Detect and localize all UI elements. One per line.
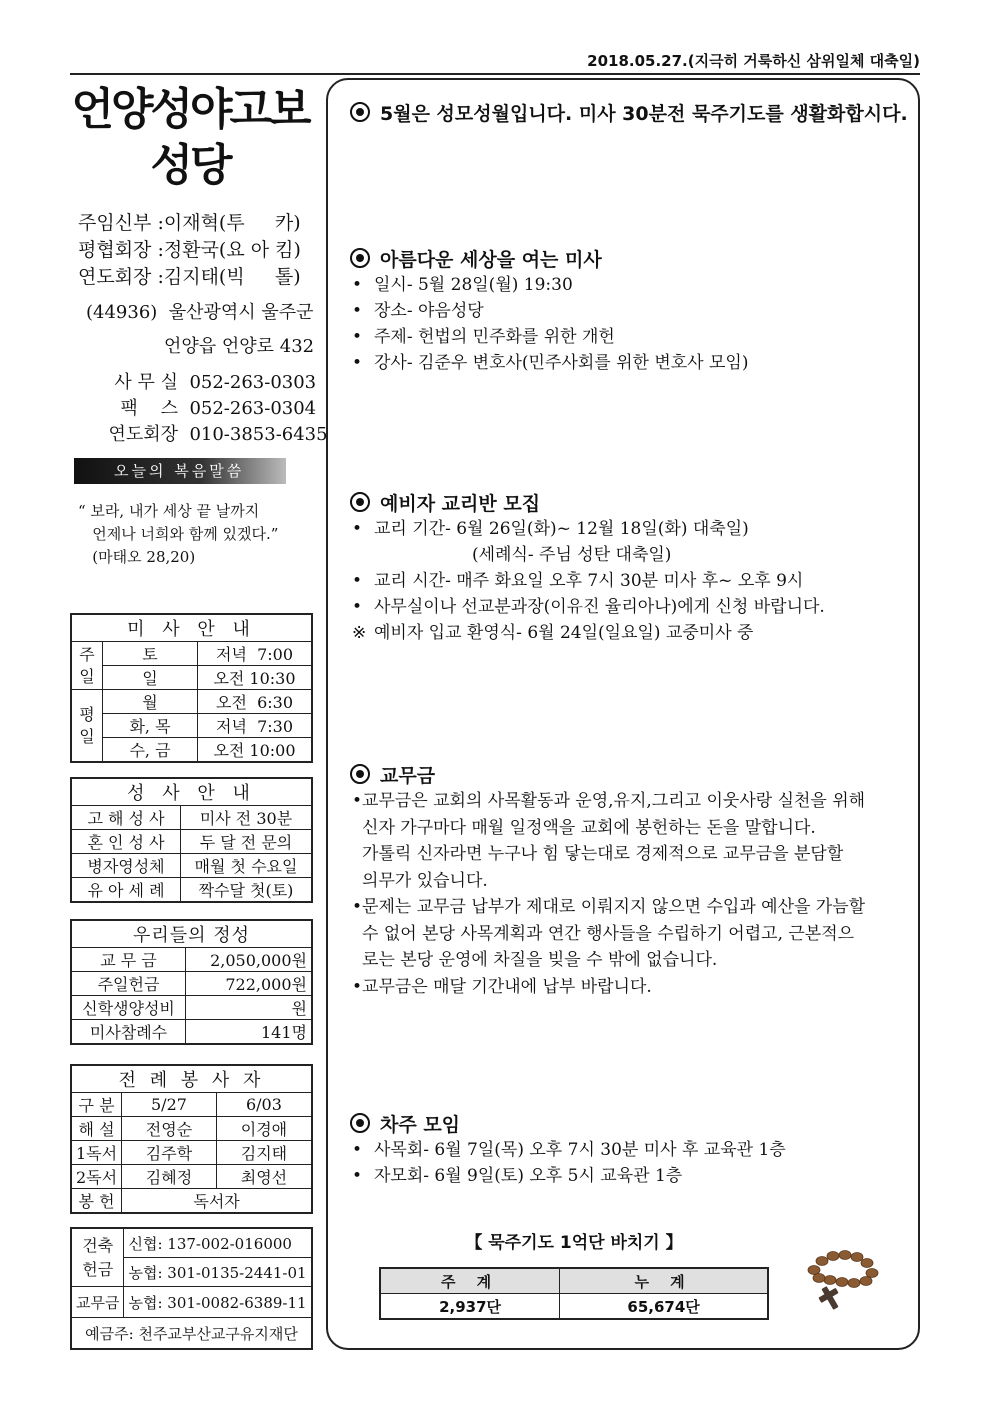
list-item: [352, 788, 865, 894]
section-title-text: 차주 모임: [380, 1114, 461, 1136]
bulletin-date: 2018.05.27.(지극히 거룩하신 삼위일체 대축일): [587, 52, 920, 70]
bullet-icon: •: [352, 791, 363, 811]
staff-role: 연도회장 :: [78, 266, 164, 288]
list-item: [352, 568, 825, 594]
bullet-icon: •: [352, 519, 363, 539]
liturgy-role: 봉 헌: [71, 1189, 122, 1214]
sacrament-name: 유 아 세 례: [71, 878, 181, 903]
staff-role: 주임신부 :: [78, 212, 164, 234]
rosary-title: 【 묵주기도 1억단 바치기 】: [465, 1233, 683, 1253]
list-item: [352, 894, 865, 974]
bullet-icon: •: [352, 1140, 363, 1160]
table-row: [71, 854, 312, 878]
liturgy-header: 5/27: [122, 1093, 217, 1117]
list-item: [352, 974, 865, 1001]
table-row: [71, 1117, 312, 1141]
mass-time: 저녁 7:00: [198, 642, 313, 666]
mass-time: 오전 10:00: [198, 738, 313, 763]
liturgy-person: 김주학: [122, 1141, 217, 1165]
dues-label: 교무금: [71, 1287, 124, 1318]
table-row: [71, 642, 312, 666]
staff-row: [78, 262, 301, 289]
rosary-total: 65,674단: [560, 1294, 768, 1320]
catechumen-list: [352, 516, 825, 646]
table-row: [71, 714, 312, 738]
circle-bullet-icon: [350, 1113, 370, 1133]
sacraments-table: [70, 777, 313, 903]
list-item: [352, 324, 748, 350]
circle-bullet-icon: [350, 248, 370, 268]
parish-name-line1: 언양성야고보: [71, 84, 309, 135]
staff-name: 이재혁(투 카): [163, 212, 301, 234]
mass-day: 일: [103, 666, 198, 690]
rosary-icon: [800, 1248, 886, 1312]
account-number: 신협: 137-002-016000: [124, 1228, 312, 1258]
staff-row: [78, 208, 301, 235]
section-title-text: 교무금: [380, 765, 436, 787]
list-item: [352, 594, 825, 620]
mass-world-list: [352, 272, 748, 376]
table-row: [71, 666, 312, 690]
offering-name: 주일헌금: [71, 972, 186, 996]
bullet-icon: •: [352, 327, 363, 347]
list-item-text: 자모회- 6월 9일(토) 오후 5시 교육관 1층: [374, 1166, 683, 1186]
phone-label: 연도회장: [108, 424, 178, 445]
address-line1: (44936) 울산광역시 울주군: [86, 302, 314, 323]
sacrament-name: 병자영성체: [71, 854, 181, 878]
weekday-label: 평 일: [71, 690, 103, 763]
phone-label: 팩 스: [120, 398, 178, 419]
table-row: [71, 1141, 312, 1165]
bullet-icon: •: [352, 571, 363, 591]
liturgy-person: 김혜정: [122, 1165, 217, 1189]
table-row: [71, 806, 312, 830]
list-item-sub: (세례식- 주님 성탄 대축일): [472, 545, 672, 565]
parish-name: [70, 82, 310, 194]
sacrament-info: 짝수달 첫(토): [181, 878, 313, 903]
table-row: [71, 1228, 312, 1258]
liturgy-person: 이경애: [216, 1117, 312, 1141]
staff-role: 평협회장 :: [78, 239, 164, 261]
staff-name: 김지태(빅 톨): [163, 266, 301, 288]
offering-name: 신학생양성비: [71, 996, 186, 1020]
liturgy-table: [70, 1064, 313, 1214]
liturgy-person: 독서자: [122, 1189, 312, 1214]
section-title-text: 아름다운 세상을 여는 미사: [380, 249, 602, 271]
list-item-text: 주제- 헌법의 민주화를 위한 개헌: [374, 327, 615, 347]
staff-name: 정환국(요 아 킴): [163, 239, 301, 261]
address-line2: 언양읍 언양로 432: [164, 336, 315, 357]
account-holder: 예금주: 천주교부산교구유지재단: [71, 1318, 312, 1350]
table-row: [71, 830, 312, 854]
gospel-heading: 오늘의 복음말씀: [74, 458, 286, 484]
list-item: [352, 298, 748, 324]
offering-value: 722,000원: [186, 972, 313, 996]
offering-value: 원: [186, 996, 313, 1020]
table-row: [71, 1165, 312, 1189]
table-row: [71, 996, 312, 1020]
parish-name-line2: 성당: [150, 140, 230, 191]
phone-number: 052-263-0304: [189, 398, 317, 419]
mass-day: 수, 금: [103, 738, 198, 763]
table-row: [71, 972, 312, 996]
bullet-icon: •: [352, 976, 363, 997]
offering-name: 교 무 금: [71, 948, 186, 972]
liturgy-person: 전영순: [122, 1117, 217, 1141]
table-row: [71, 1318, 312, 1350]
list-item: [352, 620, 825, 646]
sacraments-title: 성 사 안 내: [71, 778, 312, 806]
dues-list: [352, 788, 865, 1000]
bullet-icon: •: [352, 597, 363, 617]
section-title: [350, 761, 435, 788]
liturgy-person: 최영선: [216, 1165, 312, 1189]
reference-mark-icon: ※: [352, 623, 367, 643]
phone-number: 010-3853-6435: [189, 424, 328, 445]
may-notice-text: 5월은 성모성월입니다. 미사 30분전 묵주기도를 생활화합시다.: [380, 103, 908, 125]
bullet-icon: •: [352, 353, 363, 373]
header-rule: [70, 73, 920, 75]
account-number: 농협: 301-0082-6389-11: [124, 1287, 312, 1318]
phone-row: [100, 394, 316, 420]
sacrament-info: 미사 전 30분: [181, 806, 313, 830]
list-item-text: 문제는 교무금 납부가 제대로 이뤄지지 않으면 수입과 예산을 가늠할 수 없어 본당 사목계획과 연간 행사들을 수립하기 어렵고, 근본적으 로는 본당 운영에 차질을 빚을 수 밖에 없습니다.: [362, 897, 866, 970]
bullet-icon: •: [352, 301, 363, 321]
list-item: [352, 1137, 786, 1163]
bullet-icon: •: [352, 897, 363, 917]
liturgy-role: 2독서: [71, 1165, 122, 1189]
mass-day: 토: [103, 642, 198, 666]
mass-time: 오전 10:30: [198, 666, 313, 690]
phone-row: [100, 420, 328, 446]
bullet-icon: •: [352, 275, 363, 295]
circle-bullet-icon: [350, 102, 370, 122]
sacrament-name: 혼 인 성 사: [71, 830, 181, 854]
offering-value: 141명: [186, 1020, 313, 1045]
bullet-icon: •: [352, 1166, 363, 1186]
list-item-text: 교리 시간- 매주 화요일 오후 7시 30분 미사 후~ 오후 9시: [374, 571, 804, 591]
rosary-weekly: 2,937단: [380, 1294, 560, 1320]
mass-title: 미 사 안 내: [71, 614, 312, 642]
list-item-text: 교무금은 교회의 사목활동과 운영,유지,그리고 이웃사랑 실천을 위해 신자 가구마다 매월 일정액을 교회에 봉헌하는 돈을 말합니다. 가톨릭 신자라면 누구나 힘 닿는대로 경제적으로 교무금을 분담할 의무가 있습니다.: [362, 791, 866, 891]
sacrament-info: 두 달 전 문의: [181, 830, 313, 854]
circle-bullet-icon: [350, 492, 370, 512]
liturgy-role: 1독서: [71, 1141, 122, 1165]
rosary-header: 누 계: [560, 1268, 768, 1294]
table-row: [71, 1287, 312, 1318]
phone-number: 052-263-0303: [189, 372, 317, 393]
mass-day: 월: [103, 690, 198, 714]
liturgy-header: 구 분: [71, 1093, 122, 1117]
section-title: [350, 1110, 460, 1137]
list-item-text: 사목회- 6월 7일(목) 오후 7시 30분 미사 후 교육관 1층: [374, 1140, 786, 1160]
list-item-text: 일시- 5월 28일(월) 19:30: [374, 275, 573, 295]
table-row: [71, 878, 312, 903]
accounts-table: [70, 1227, 313, 1350]
list-item-text: 예비자 입교 환영식- 6월 24일(일요일) 교중미사 중: [374, 623, 754, 643]
mass-schedule-table: [70, 613, 313, 763]
sacrament-name: 고 해 성 사: [71, 806, 181, 830]
staff-row: [78, 235, 301, 262]
list-item: [352, 1163, 786, 1189]
sunday-label: 주 일: [71, 642, 103, 690]
list-item: [352, 350, 748, 376]
offerings-table: [70, 919, 313, 1045]
table-row: [380, 1294, 768, 1320]
offering-value: 2,050,000원: [186, 948, 313, 972]
mass-time: 오전 6:30: [198, 690, 313, 714]
rosary-table: [379, 1267, 769, 1320]
table-row: [71, 1020, 312, 1045]
table-row: [71, 690, 312, 714]
gospel-text: “ 보라, 내가 세상 끝 날까지 언제나 너희와 함께 있겠다.” (마태오 28,20): [78, 502, 279, 566]
rosary-header: 주 계: [380, 1268, 560, 1294]
list-item-text: 교리 기간- 6월 26일(화)~ 12월 18일(화) 대축일): [374, 519, 749, 539]
list-item: [352, 272, 748, 298]
account-number: 농협: 301-0135-2441-01: [124, 1258, 312, 1287]
sacrament-info: 매월 첫 수요일: [181, 854, 313, 878]
table-row: [380, 1268, 768, 1294]
liturgy-header: 6/03: [216, 1093, 312, 1117]
list-item-text: 장소- 야음성당: [374, 301, 484, 321]
phone-label: 사 무 실: [114, 372, 178, 393]
section-title: [350, 489, 540, 516]
offering-name: 미사참례수: [71, 1020, 186, 1045]
liturgy-title: 전 례 봉 사 자: [71, 1065, 312, 1093]
liturgy-role: 해 설: [71, 1117, 122, 1141]
phone-row: [100, 368, 316, 394]
section-title-text: 예비자 교리반 모집: [380, 493, 541, 515]
mass-day: 화, 목: [103, 714, 198, 738]
list-item-text: 강사- 김준우 변호사(민주사회를 위한 변호사 모임): [374, 353, 749, 373]
circle-bullet-icon: [350, 764, 370, 784]
list-item-text: 사무실이나 선교분과장(이유진 율리아나)에게 신청 바랍니다.: [374, 597, 825, 617]
table-row: [71, 1093, 312, 1117]
list-item-text: 교무금은 매달 기간내에 납부 바랍니다.: [362, 976, 652, 997]
list-item: [352, 516, 825, 542]
mass-time: 저녁 7:30: [198, 714, 313, 738]
liturgy-person: 김지태: [216, 1141, 312, 1165]
table-row: [71, 738, 312, 763]
may-notice: [350, 99, 908, 126]
table-row: [71, 1189, 312, 1214]
next-week-list: [352, 1137, 786, 1189]
offerings-title: 우리들의 정성: [71, 920, 312, 948]
section-title: [350, 245, 602, 272]
table-row: [71, 948, 312, 972]
building-fund-label: 건축 헌금: [71, 1228, 124, 1287]
